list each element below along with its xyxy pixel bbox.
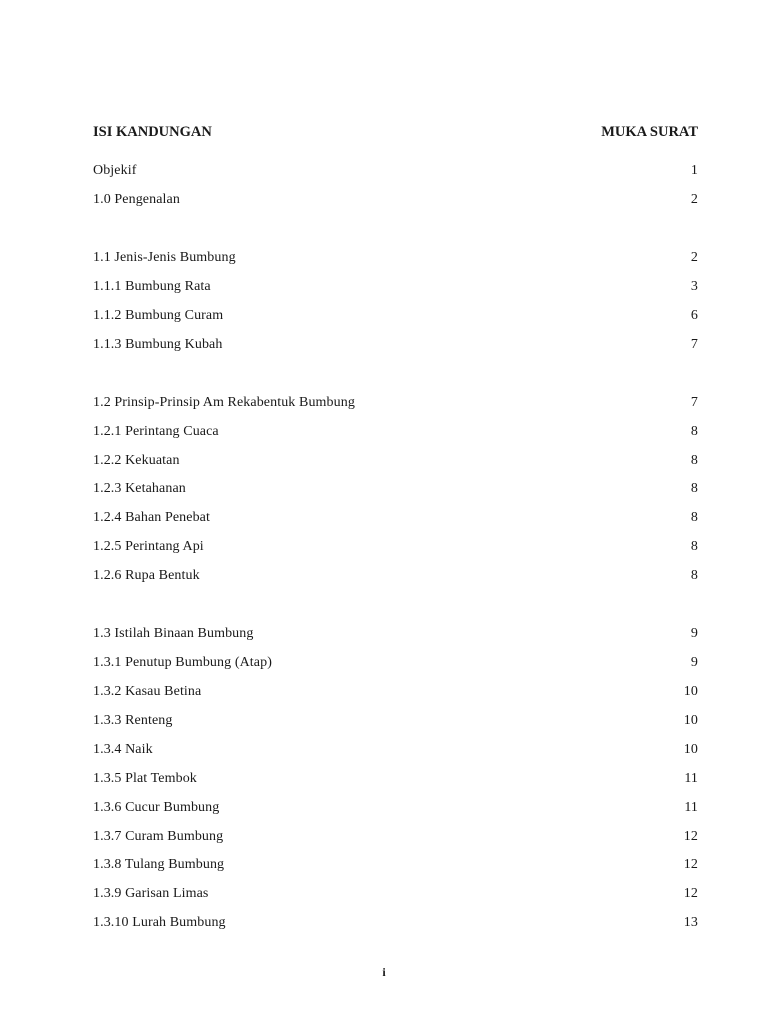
toc-entry-page: 6 (690, 308, 698, 323)
toc-entry (93, 250, 698, 270)
toc-entry-page: 12 (683, 829, 698, 844)
toc-entry (93, 510, 698, 530)
toc-entry-title: 1.2.3 Ketahanan (93, 481, 186, 496)
toc-entry-page: 12 (683, 857, 698, 872)
toc-entry-page: 8 (690, 539, 698, 554)
table-of-contents (93, 0, 698, 1024)
toc-entry-page: 2 (690, 192, 698, 207)
toc-entry-page: 11 (684, 800, 698, 815)
toc-entry-title: 1.3 Istilah Binaan Bumbung (93, 626, 254, 641)
toc-entry-title: 1.2.5 Perintang Api (93, 539, 204, 554)
toc-entry-page: 11 (684, 771, 698, 786)
toc-entry-title: 1.2.2 Kekuatan (93, 453, 180, 468)
toc-entry (93, 742, 698, 762)
toc-entry-title: 1.3.1 Penutup Bumbung (Atap) (93, 655, 272, 670)
toc-entry (93, 337, 698, 357)
toc-entry (93, 771, 698, 791)
toc-entry-title: 1.3.10 Lurah Bumbung (93, 915, 226, 930)
toc-entry-page: 7 (690, 395, 698, 410)
toc-entry (93, 308, 698, 328)
toc-entry (93, 424, 698, 444)
toc-entry-title: 1.0 Pengenalan (93, 192, 180, 207)
toc-entry-title: 1.3.6 Cucur Bumbung (93, 800, 220, 815)
toc-entry-title: 1.1.3 Bumbung Kubah (93, 337, 223, 352)
toc-title: ISI KANDUNGAN (93, 124, 212, 140)
toc-entry-title: 1.1 Jenis-Jenis Bumbung (93, 250, 236, 265)
toc-entry-title: 1.1.2 Bumbung Curam (93, 308, 224, 323)
toc-entry-page: 3 (690, 279, 698, 294)
toc-entry (93, 800, 698, 820)
toc-entry-title: 1.3.3 Renteng (93, 713, 173, 728)
toc-entry-title: 1.3.4 Naik (93, 742, 153, 757)
toc-entry-page: 7 (690, 337, 698, 352)
toc-entry-title: Objekif (93, 163, 137, 178)
toc-entry-title: 1.3.7 Curam Bumbung (93, 829, 224, 844)
toc-entry-page: 1 (690, 163, 698, 178)
toc-entry-page: 13 (683, 915, 698, 930)
toc-entry-page: 8 (690, 453, 698, 468)
toc-entry-title: 1.1.1 Bumbung Rata (93, 279, 211, 294)
toc-entry (93, 568, 698, 588)
toc-entry (93, 481, 698, 501)
toc-entry (93, 915, 698, 935)
toc-entry (93, 192, 698, 212)
toc-entry-page: 2 (690, 250, 698, 265)
page-column-label: MUKA SURAT (601, 124, 698, 140)
toc-entry (93, 453, 698, 473)
toc-entry (93, 684, 698, 704)
toc-entry (93, 395, 698, 415)
toc-entry (93, 163, 698, 183)
toc-entry-title: 1.2.4 Bahan Penebat (93, 510, 210, 525)
toc-entry (93, 539, 698, 559)
toc-entry-title: 1.3.5 Plat Tembok (93, 771, 197, 786)
toc-entry-title: 1.3.2 Kasau Betina (93, 684, 202, 699)
toc-entry-title: 1.2.1 Perintang Cuaca (93, 424, 219, 439)
toc-entry-page: 8 (690, 510, 698, 525)
toc-entry-page: 9 (690, 626, 698, 641)
toc-entry-title: 1.3.8 Tulang Bumbung (93, 857, 225, 872)
toc-entry (93, 279, 698, 299)
toc-entry-title: 1.2.6 Rupa Bentuk (93, 568, 200, 583)
toc-entry-page: 10 (683, 713, 698, 728)
page-number: i (382, 965, 386, 979)
toc-entry (93, 857, 698, 877)
toc-entry-title: 1.3.9 Garisan Limas (93, 886, 209, 901)
toc-entry-page: 9 (690, 655, 698, 670)
toc-entry (93, 713, 698, 733)
toc-entry-title: 1.2 Prinsip-Prinsip Am Rekabentuk Bumbung (93, 395, 355, 410)
toc-entry-page: 10 (683, 684, 698, 699)
toc-entry-page: 12 (683, 886, 698, 901)
toc-entry-page: 8 (690, 568, 698, 583)
toc-entry (93, 829, 698, 849)
toc-entry (93, 626, 698, 646)
toc-entry (93, 886, 698, 906)
toc-entry (93, 655, 698, 675)
toc-entry-page: 8 (690, 424, 698, 439)
toc-entry-page: 10 (683, 742, 698, 757)
toc-entry-page: 8 (690, 481, 698, 496)
